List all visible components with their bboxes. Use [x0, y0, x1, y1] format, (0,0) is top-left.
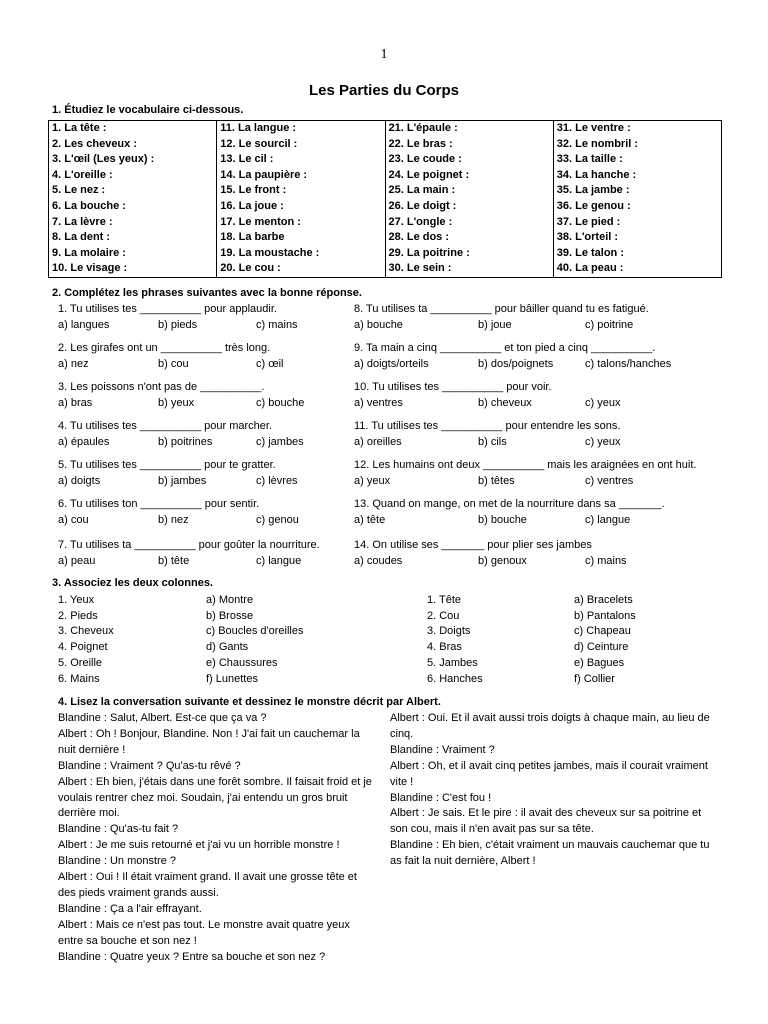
answer-options — [58, 396, 348, 412]
option-b: b) poitrines — [158, 435, 213, 448]
option-a: a) cou — [58, 513, 89, 526]
question-4 — [58, 419, 348, 450]
dialogue-line: Albert : Je sais. Et le pire : il avait des cheveux sur sa poitrine et son cou, mais il n'en avait pas sur sa tête. — [390, 807, 702, 836]
vocab-item: 27. L'ongle : — [388, 215, 453, 228]
option-a: a) ventres — [354, 396, 403, 409]
vocab-item: 29. La poitrine : — [388, 246, 470, 259]
page-number: 1 — [380, 47, 388, 62]
answer-options — [354, 318, 724, 334]
question-6 — [58, 497, 348, 528]
match-item: 5. Jambes — [427, 656, 478, 669]
section2-heading: 2. Complétez les phrases suivantes avec la bonne réponse. — [52, 287, 362, 299]
vocab-item: 31. Le ventre : — [556, 122, 631, 134]
match-item: c) Boucles d'oreilles — [206, 625, 304, 638]
question-7 — [58, 538, 348, 569]
option-a: a) doigts — [58, 474, 101, 487]
option-c: c) mains — [256, 318, 298, 331]
dialogue-line: Blandine : Salut, Albert. Est-ce que ça va ? — [58, 712, 267, 724]
question-10 — [354, 380, 724, 411]
question-5 — [58, 458, 348, 489]
option-a: a) coudes — [354, 554, 403, 567]
question-9 — [354, 341, 724, 372]
question-8 — [354, 302, 724, 333]
vocab-item: 40. La peau : — [556, 262, 624, 275]
vocab-item: 21. L'épaule : — [388, 122, 458, 134]
option-b: b) dos/poignets — [478, 357, 554, 370]
match-item: 5. Oreille — [58, 656, 103, 669]
dialogue-line: Blandine : Ça a l'air effrayant. — [58, 902, 202, 915]
dialogue-line: Blandine : Vraiment ? Qu'as-tu rêvé ? — [58, 759, 241, 772]
vocab-item: 32. Le nombril : — [556, 137, 639, 150]
match-item: 4. Poignet — [58, 641, 108, 654]
answer-options — [354, 435, 724, 451]
option-a: a) tête — [354, 513, 386, 526]
match-item: c) Chapeau — [574, 625, 631, 638]
answer-options — [354, 474, 724, 490]
matching-column-2 — [206, 593, 303, 687]
question-text: 4. Tu utilises tes __________ pour marcher. — [58, 420, 273, 432]
option-c: c) œil — [256, 357, 284, 370]
vocab-item: 8. La dent : — [52, 231, 111, 244]
vocabulary-table — [48, 120, 722, 278]
match-item: f) Lunettes — [206, 672, 258, 685]
match-item: 3. Cheveux — [58, 625, 114, 638]
match-item: b) Brosse — [206, 609, 254, 622]
match-item: a) Bracelets — [574, 594, 633, 606]
vocab-column — [217, 121, 385, 278]
option-c: c) yeux — [585, 396, 621, 409]
vocab-item: 14. La paupière : — [220, 168, 308, 181]
matching-column-4 — [574, 593, 636, 687]
option-b: b) tête — [158, 554, 190, 567]
match-item: 6. Mains — [58, 672, 100, 685]
option-c: c) yeux — [585, 435, 621, 448]
dialogue-line: Albert : Oui ! Il était vraiment grand. Il avait une grosse tête et des pieds vraiment grands aussi. — [58, 871, 357, 899]
conversation-right — [390, 711, 712, 870]
option-b: b) cheveux — [478, 396, 532, 409]
vocab-item: 24. Le poignet : — [388, 168, 470, 181]
vocab-column — [385, 121, 553, 278]
vocab-item: 26. Le doigt : — [388, 199, 457, 212]
dialogue-line: Blandine : Vraiment ? — [390, 743, 495, 756]
option-a: a) bouche — [354, 318, 403, 331]
vocab-item: 37. Le pied : — [556, 215, 621, 228]
section1-heading: 1. Étudiez le vocabulaire ci-dessous. — [52, 104, 244, 116]
matching-column-3 — [427, 593, 483, 687]
match-item: 6. Hanches — [427, 672, 483, 685]
match-item: 2. Cou — [427, 609, 460, 622]
vocab-item: 33. La taille : — [556, 153, 623, 166]
question-text: 14. On utilise ses _______ pour plier ses jambes — [354, 539, 592, 551]
question-text: 2. Les girafes ont un __________ très long. — [58, 342, 271, 354]
vocab-item: 28. Le dos : — [388, 231, 450, 244]
vocab-column — [49, 121, 217, 278]
vocab-item: 13. Le cil : — [220, 153, 274, 166]
option-c: c) langue — [256, 554, 302, 567]
vocab-item: 20. Le cou : — [220, 262, 281, 275]
vocab-column — [553, 121, 721, 278]
question-text: 9. Ta main a cinq __________ et ton pied a cinq __________. — [354, 342, 656, 354]
vocab-item: 18. La barbe — [220, 231, 285, 244]
match-item: 3. Doigts — [427, 625, 471, 638]
match-item: 1. Tête — [427, 594, 462, 606]
option-c: c) genou — [256, 513, 299, 526]
dialogue-line: Albert : Mais ce n'est pas tout. Le monstre avait quatre yeux entre sa bouche et son nez ! — [58, 918, 350, 947]
question-13 — [354, 497, 724, 528]
vocab-item: 36. Le genou : — [556, 199, 631, 212]
option-a: a) yeux — [354, 474, 391, 487]
dialogue-line: Blandine : C'est fou ! — [390, 791, 492, 804]
question-12 — [354, 458, 724, 489]
option-c: c) langue — [585, 513, 631, 526]
dialogue-line: Albert : Eh bien, j'étais dans une forêt sombre. Il faisait froid et je voulais rentrer chez moi. Soudain, j'ai entendu un gros bruit derrière moi. — [58, 775, 372, 820]
option-c: c) ventres — [585, 474, 634, 487]
question-text: 8. Tu utilises ta __________ pour bâiller quand tu es fatigué. — [354, 303, 649, 315]
vocab-item: 1. La tête : — [52, 122, 107, 134]
option-b: b) têtes — [478, 474, 515, 487]
match-item: d) Gants — [206, 641, 249, 654]
question-text: 10. Tu utilises tes __________ pour voir. — [354, 381, 552, 393]
vocab-item: 35. La jambe : — [556, 184, 630, 197]
option-c: c) poitrine — [585, 318, 634, 331]
vocab-item: 15. Le front : — [220, 184, 287, 197]
dialogue-line: Blandine : Un monstre ? — [58, 855, 177, 868]
vocab-item: 30. Le sein : — [388, 262, 452, 275]
question-text: 5. Tu utilises tes __________ pour te gratter. — [58, 459, 276, 471]
page-title: Les Parties du Corps — [308, 82, 460, 99]
option-c: c) talons/hanches — [585, 357, 672, 370]
question-text: 1. Tu utilises tes __________ pour applaudir. — [58, 303, 277, 315]
option-c: c) mains — [585, 554, 627, 567]
option-a: a) nez — [58, 357, 89, 370]
option-a: a) doigts/orteils — [354, 357, 429, 370]
question-3 — [58, 380, 348, 411]
vocab-item: 25. La main : — [388, 184, 456, 197]
vocab-item: 9. La molaire : — [52, 246, 126, 259]
answer-options — [354, 554, 724, 570]
option-a: a) bras — [58, 396, 93, 409]
section4-heading: 4. Lisez la conversation suivante et dessinez le monstre décrit par Albert. — [58, 696, 441, 708]
vocab-item: 11. La langue : — [220, 122, 297, 134]
option-b: b) cou — [158, 357, 189, 370]
vocab-item: 22. Le bras : — [388, 137, 453, 150]
conversation-left — [58, 711, 376, 966]
answer-options — [58, 318, 348, 334]
match-item: f) Collier — [574, 672, 615, 685]
question-text: 11. Tu utilises tes __________ pour entendre les sons. — [354, 420, 621, 432]
option-b: b) nez — [158, 513, 189, 526]
vocab-item: 38. L'orteil : — [556, 231, 619, 244]
vocab-item: 17. Le menton : — [220, 215, 301, 228]
question-14 — [354, 538, 724, 569]
vocab-item: 23. Le coude : — [388, 153, 462, 166]
section3-heading: 3. Associez les deux colonnes. — [52, 577, 213, 589]
option-b: b) jambes — [158, 474, 207, 487]
answer-options — [58, 474, 348, 490]
vocab-item: 19. La moustache : — [220, 246, 320, 259]
question-text: 6. Tu utilises ton __________ pour sentir. — [58, 498, 260, 510]
vocab-item: 12. Le sourcil : — [220, 137, 298, 150]
match-item: 2. Pieds — [58, 609, 98, 622]
dialogue-line: Albert : Oui. Et il avait aussi trois doigts à chaque main, au lieu de cinq. — [390, 712, 710, 740]
option-a: a) langues — [58, 318, 110, 331]
answer-options — [354, 513, 724, 529]
answer-options — [58, 554, 348, 570]
question-text: 3. Les poissons n'ont pas de __________. — [58, 381, 265, 393]
matching-column-1 — [58, 593, 114, 687]
question-2 — [58, 341, 348, 372]
question-11 — [354, 419, 724, 450]
dialogue-line: Blandine : Qu'as-tu fait ? — [58, 823, 179, 836]
answer-options — [58, 513, 348, 529]
question-1 — [58, 302, 348, 333]
question-text: 7. Tu utilises ta __________ pour goûter la nourriture. — [58, 539, 320, 551]
option-c: c) bouche — [256, 396, 305, 409]
vocab-item: 10. Le visage : — [52, 262, 128, 275]
vocab-item: 2. Les cheveux : — [52, 137, 137, 150]
option-c: c) lèvres — [256, 474, 298, 487]
vocab-item: 39. Le talon : — [556, 246, 624, 259]
answer-options — [58, 435, 348, 451]
vocab-item: 6. La bouche : — [52, 199, 126, 212]
dialogue-line: Albert : Oh, et il avait cinq petites jambes, mais il courait vraiment vite ! — [390, 759, 708, 788]
option-b: b) pieds — [158, 318, 198, 331]
dialogue-line: Albert : Je me suis retourné et j'ai vu un horrible monstre ! — [58, 839, 340, 852]
match-item: 4. Bras — [427, 641, 462, 654]
option-a: a) épaules — [58, 435, 110, 448]
vocab-item: 16. La joue : — [220, 199, 284, 212]
vocab-item: 7. La lèvre : — [52, 215, 113, 228]
answer-options — [354, 357, 724, 373]
option-c: c) jambes — [256, 435, 304, 448]
dialogue-line: Blandine : Eh bien, c'était vraiment un mauvais cauchemar que tu as fait la nuit dernière, Albert ! — [390, 839, 710, 868]
option-b: b) genoux — [478, 554, 527, 567]
match-item: b) Pantalons — [574, 609, 636, 622]
question-text: 12. Les humains ont deux __________ mais les araignées en ont huit. — [354, 459, 697, 471]
option-b: b) bouche — [478, 513, 527, 526]
match-item: a) Montre — [206, 594, 254, 606]
option-a: a) oreilles — [354, 435, 402, 448]
dialogue-line: Albert : Oh ! Bonjour, Blandine. Non ! J'ai fait un cauchemar la nuit dernière ! — [58, 727, 360, 756]
question-text: 13. Quand on mange, on met de la nourriture dans sa _______. — [354, 498, 665, 510]
option-b: b) joue — [478, 318, 512, 331]
match-item: e) Chaussures — [206, 656, 278, 669]
dialogue-line: Blandine : Quatre yeux ? Entre sa bouche et son nez ? — [58, 950, 326, 963]
answer-options — [354, 396, 724, 412]
match-item: d) Ceinture — [574, 641, 629, 654]
vocab-item: 5. Le nez : — [52, 184, 106, 197]
vocab-item: 34. La hanche : — [556, 168, 637, 181]
match-item: e) Bagues — [574, 656, 625, 669]
option-b: b) yeux — [158, 396, 195, 409]
vocab-item: 3. L'œil (Les yeux) : — [52, 153, 155, 166]
option-a: a) peau — [58, 554, 96, 567]
match-item: 1. Yeux — [58, 594, 95, 606]
option-b: b) cils — [478, 435, 507, 448]
answer-options — [58, 357, 348, 373]
vocab-item: 4. L'oreille : — [52, 168, 113, 181]
